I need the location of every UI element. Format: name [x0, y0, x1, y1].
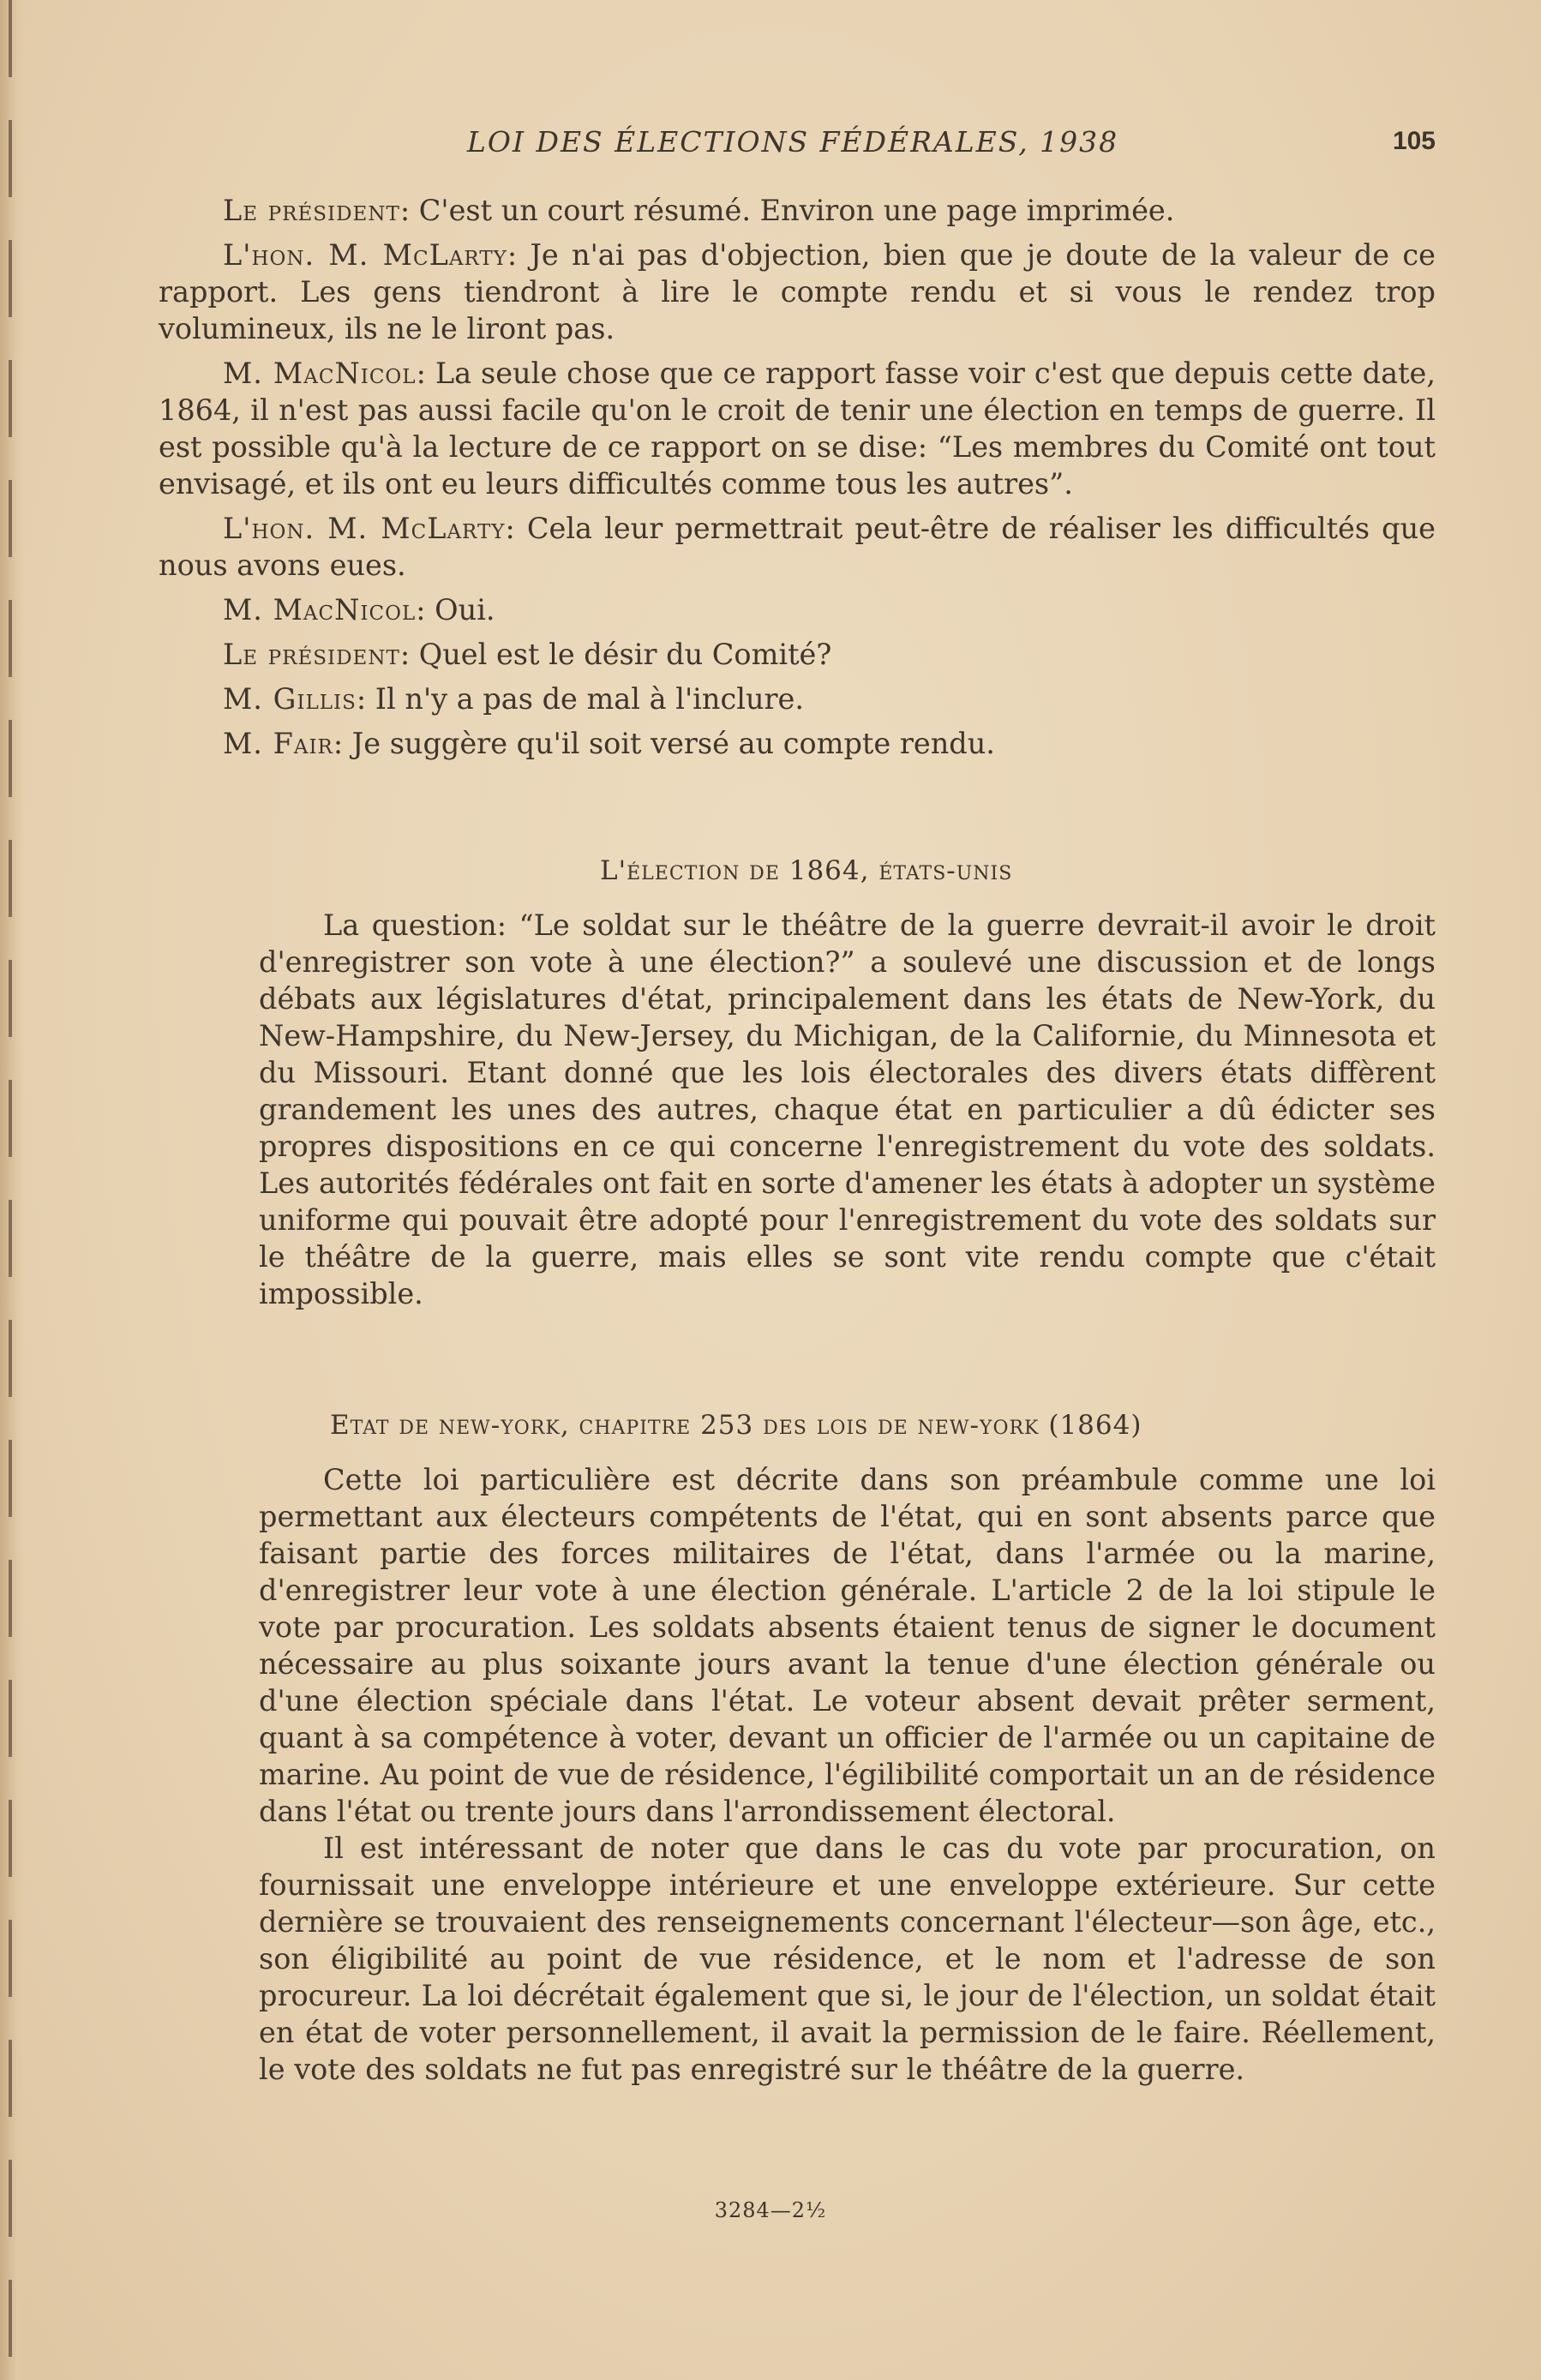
section-paragraph: Il est intéressant de noter que dans le cas du vote par procuration, on fournissait une enveloppe intérieure et une enveloppe extérieure. Sur cette dernière se trouvaient des renseignements concernant l'électeur—son âge, etc., son éligibilité au point de vue résidence, et le nom et l'adresse de son procureur. La loi décrétait également que si, le jour de l'élection, un soldat était en état de voter personnellement, il avait la permission de le faire. Réellement, le vote des soldats ne fut pas enregistré sur le théâtre de la guerre. [259, 1831, 1436, 2086]
speech-text: : La seule chose que ce rapport fasse voir c'est que depuis cette date, 1864, il n'est pas aussi facile qu'on le croit de tenir une élection en temps de guerre. Il est possible qu'à la lecture de ce rapport on se dise: “Les membres du Comité ont tout envisagé, et ils ont eu leurs difficultés comme tous les autres”. [159, 357, 1436, 501]
page-edge-shadow [0, 0, 24, 2380]
section-paragraph: La question: “Le soldat sur le théâtre de la guerre devrait-il avoir le droit d'enregistrer son vote à une élection?” a soulevé une discussion et de longs débats aux législatures d'état, principalement dans les états de New-York, du New-Hampshire, du New-Jersey, du Michigan, de la Californie, du Minnesota et du Missouri. Etant donné que les lois électorales des divers états diffèrent grandement les unes des autres, chaque état en particulier a dû édicter ses propres dispositions en ce qui concerne l'enregistrement du vote des soldats. Les autorités fédérales ont fait en sorte d'amener les états à adopter un système uniforme qui pouvait être adopté pour l'enregistrement du vote des soldats sur le théâtre de la guerre, mais elles se sont vite rendu compte que c'était impossible. [259, 908, 1436, 1310]
speech-text: : Quel est le désir du Comité? [399, 638, 832, 671]
dialogue-paragraph [159, 192, 1436, 229]
speaker-name: M. MacNicol [223, 593, 417, 626]
speech-text: : Cela leur permettrait peut-être de réaliser les difficultés que nous avons eues. [159, 512, 1436, 582]
speech-text: : Je suggère qu'il soit versé au compte rendu. [333, 727, 995, 760]
dialogue-paragraph [159, 510, 1436, 584]
page-header [159, 125, 1436, 168]
dialogue-paragraph [159, 237, 1436, 347]
page-number: 105 [1392, 127, 1436, 155]
speech-text: : Je n'ai pas d'objection, bien que je doute de la valeur de ce rapport. Les gens tiendront à lire le compte rendu et si vous le rendez trop volumineux, ils ne le liront pas. [159, 238, 1436, 345]
speaker-name: M. Fair [223, 727, 333, 760]
section-heading-1864-election: L'élection de 1864, états-unis [600, 855, 1013, 886]
speech-text: : Oui. [416, 593, 495, 626]
dialogue-paragraph [159, 725, 1436, 762]
section-heading-new-york: Etat de new-york, chapitre 253 des lois de new-york (1864) [330, 1410, 1142, 1441]
speech-text: : Il n'y a pas de mal à l'inclure. [356, 682, 805, 716]
binding-marks [9, 0, 12, 2380]
speaker-name: Le président [223, 194, 400, 227]
speaker-name: M. MacNicol [223, 357, 417, 390]
dialogue-paragraph [159, 636, 1436, 673]
section-new-york-body [259, 1461, 1436, 2088]
section-paragraph: Cette loi particulière est décrite dans son préambule comme une loi permettant aux électeurs compétents de l'état, qui en sont absents parce que faisant partie des forces militaires de l'état, dans l'armée ou la marine, d'enregistrer leur vote à une élection générale. L'article 2 de la loi stipule le vote par procuration. Les soldats absents étaient tenus de signer le document nécessaire au plus soixante jours avant la tenue d'une élection générale ou d'une élection spéciale dans l'état. Le voteur absent devait prêter serment, quant à sa compétence à voter, devant un officier de l'armée ou un capitaine de marine. Au point de vue de résidence, l'égilibilité comportait un an de résidence dans l'état ou trente jours dans l'arrondissement électoral. [259, 1463, 1436, 1828]
signature-mark: 3284—2½ [714, 2198, 827, 2222]
dialogue-paragraph [159, 591, 1436, 628]
dialogue-block [159, 192, 1436, 770]
running-title: LOI DES ÉLECTIONS FÉDÉRALES, 1938 [467, 125, 1119, 159]
speech-text: : C'est un court résumé. Environ une page imprimée. [399, 194, 1175, 227]
speaker-name: L'hon. M. McLarty [223, 238, 507, 272]
dialogue-paragraph [159, 680, 1436, 717]
dialogue-paragraph [159, 355, 1436, 502]
speaker-name: M. Gillis [223, 682, 357, 716]
speaker-name: L'hon. M. McLarty [223, 512, 506, 545]
speaker-name: Le président [223, 638, 400, 671]
section-1864-body [259, 907, 1436, 1312]
